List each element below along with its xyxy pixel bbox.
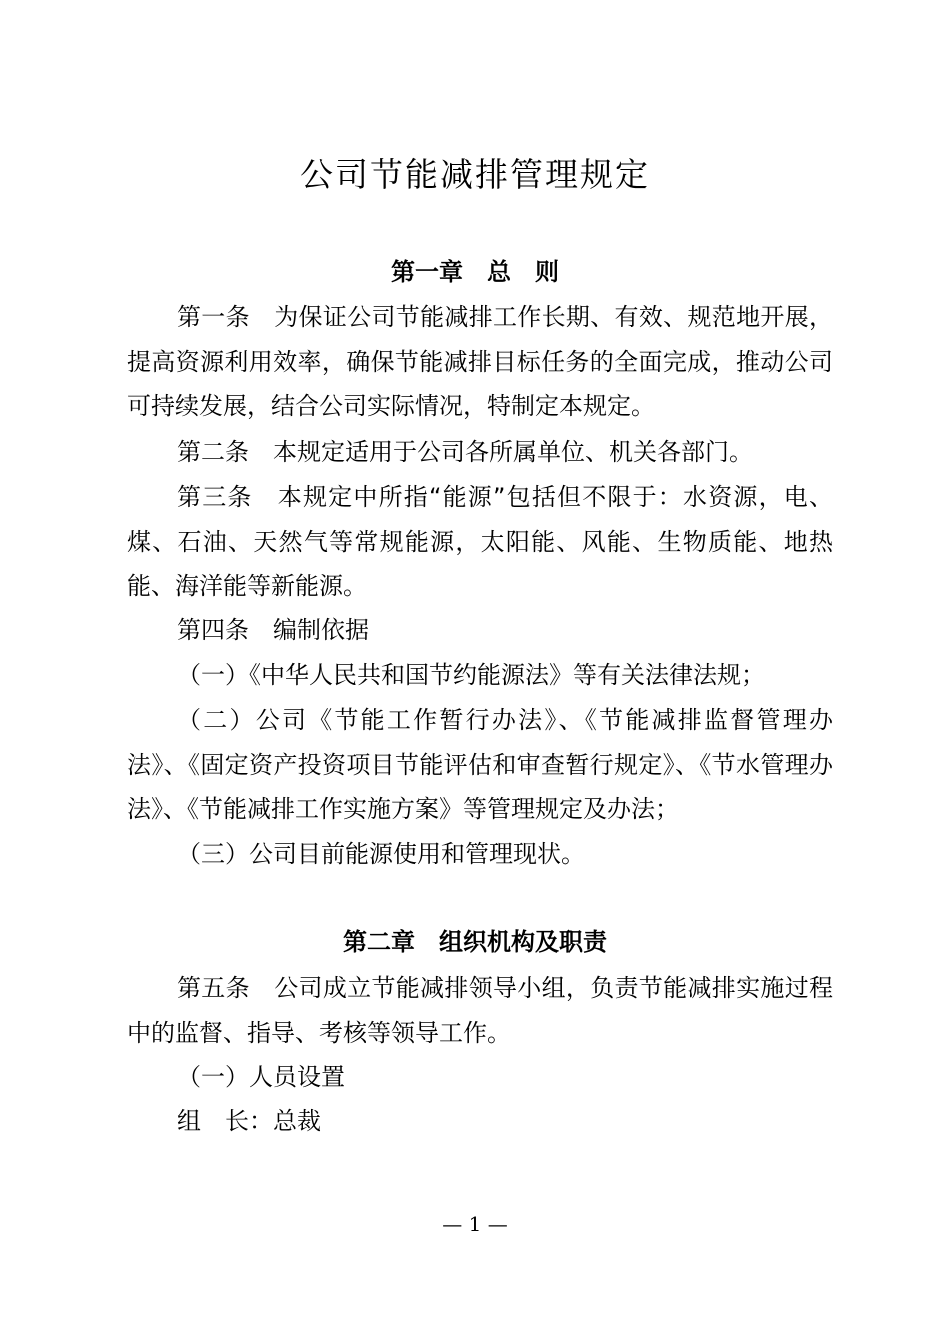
basis-item-2: （二）公司《节能工作暂行办法》、《节能减排监督管理办法》、《固定资产投资项目节能评估和审查暂行规定》、《节水管理办法》、《节能减排工作实施方案》等管理规定及办法； <box>127 706 833 824</box>
basis-item-3: （三）公司目前能源使用和管理现状。 <box>177 840 585 868</box>
chapter-2-heading: 第二章 组织机构及职责 <box>343 928 607 956</box>
basis-item-1: （一）《中华人民共和国节约能源法》等有关法律法规； <box>177 661 765 689</box>
document-title: 公司节能减排管理规定 <box>300 155 650 194</box>
article-4: 第四条 编制依据 <box>177 616 369 644</box>
article-3: 第三条 本规定中所指“能源”包括但不限于：水资源，电、煤、石油、天然气等常规能源，太阳能、风能、生物质能、地热能、海洋能等新能源。 <box>127 483 833 601</box>
group-leader-line: 组 长：总裁 <box>177 1107 321 1135</box>
article-1: 第一条 为保证公司节能减排工作长期、有效、规范地开展，提高资源利用效率，确保节能减排目标任务的全面完成，推动公司可持续发展，结合公司实际情况，特制定本规定。 <box>127 303 833 421</box>
chapter-1-heading: 第一章 总 则 <box>391 258 559 286</box>
staffing-heading: （一）人员设置 <box>177 1063 345 1091</box>
page-number: — 1 — <box>442 1212 508 1236</box>
article-2: 第二条 本规定适用于公司各所属单位、机关各部门。 <box>177 438 753 466</box>
article-5: 第五条 公司成立节能减排领导小组，负责节能减排实施过程中的监督、指导、考核等领导工作。 <box>127 974 833 1047</box>
